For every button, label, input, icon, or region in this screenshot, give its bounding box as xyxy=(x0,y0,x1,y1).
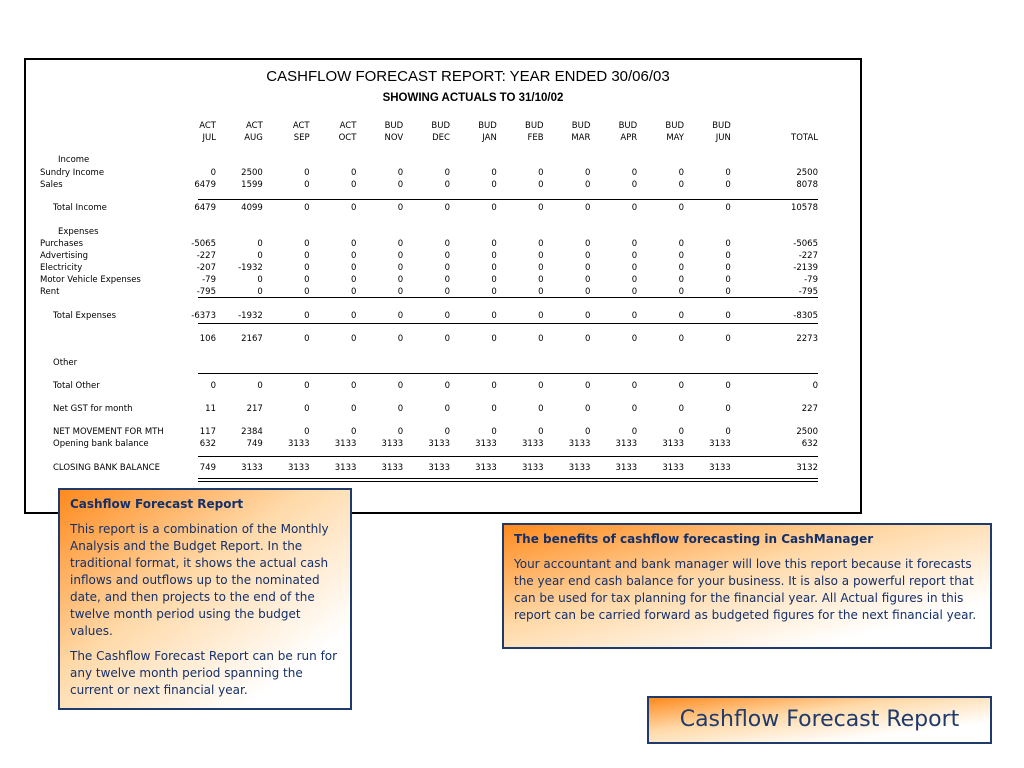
row-label: Other xyxy=(53,358,78,368)
row-value: 0 xyxy=(725,263,731,273)
row-value: 0 xyxy=(444,427,450,437)
row-value: 0 xyxy=(257,275,263,285)
row-value: 0 xyxy=(584,287,591,297)
row-value: 0 xyxy=(538,334,544,344)
row-value: 0 xyxy=(631,263,638,273)
row-value: 3133 xyxy=(615,439,638,449)
row-value: 0 xyxy=(631,334,638,344)
row-value: 0 xyxy=(725,168,731,178)
row-value: 632 xyxy=(199,439,216,449)
benefits-callout xyxy=(502,523,992,649)
row-value: 0 xyxy=(257,251,263,261)
row-value: -79 xyxy=(202,275,216,285)
row-value: 0 xyxy=(584,311,591,321)
row-total-value: -79 xyxy=(804,275,818,285)
row-total-value: -227 xyxy=(798,251,818,261)
row-value: 0 xyxy=(631,275,638,285)
row-value: 0 xyxy=(631,311,638,321)
row-value: 0 xyxy=(584,404,591,414)
row-value: 3133 xyxy=(521,439,544,449)
row-value: 0 xyxy=(678,203,684,213)
row-value: 0 xyxy=(538,427,544,437)
row-value: 749 xyxy=(199,463,216,473)
row-value: 0 xyxy=(304,263,310,273)
row-label: Net GST for month xyxy=(53,404,133,414)
row-value: 3133 xyxy=(475,463,497,473)
column-header-type: BUD xyxy=(478,121,497,131)
row-value: 0 xyxy=(210,381,216,391)
row-value: 0 xyxy=(491,311,497,321)
row-value: 0 xyxy=(491,251,497,261)
table-rule xyxy=(198,456,818,457)
row-value: 0 xyxy=(631,251,638,261)
row-label: Motor Vehicle Expenses xyxy=(40,275,141,285)
row-value: 0 xyxy=(631,239,638,249)
row-value: 0 xyxy=(584,427,591,437)
table-rule xyxy=(198,323,818,324)
column-header-type: BUD xyxy=(618,121,638,131)
row-value: 4099 xyxy=(241,203,263,213)
row-total-value: 10578 xyxy=(790,203,818,213)
row-total-value: -5065 xyxy=(793,239,818,249)
row-value: 0 xyxy=(631,381,638,391)
row-value: 217 xyxy=(246,404,263,414)
row-value: 0 xyxy=(584,275,591,285)
row-total-value: -8305 xyxy=(793,311,818,321)
row-value: 3133 xyxy=(475,439,497,449)
row-label: Rent xyxy=(40,287,60,297)
callout-title: Cashflow Forecast Report xyxy=(70,497,244,511)
report-subtitle: SHOWING ACTUALS TO 31/10/02 xyxy=(382,92,564,104)
row-value: 0 xyxy=(257,239,263,249)
row-label: Total Expenses xyxy=(53,311,117,321)
row-value: 0 xyxy=(350,180,357,190)
row-label: Purchases xyxy=(40,239,84,249)
row-label: Sales xyxy=(40,180,63,190)
row-value: 0 xyxy=(491,381,497,391)
row-value: 0 xyxy=(304,334,310,344)
row-value: -207 xyxy=(196,263,216,273)
row-value: 0 xyxy=(350,275,357,285)
row-value: 0 xyxy=(631,287,638,297)
row-value: 0 xyxy=(538,275,544,285)
row-label: NET MOVEMENT FOR MTH xyxy=(53,427,164,437)
row-value: 0 xyxy=(444,311,450,321)
row-value: 0 xyxy=(491,168,497,178)
row-total-value: -2139 xyxy=(793,263,818,273)
row-value: 3133 xyxy=(662,439,684,449)
row-total-value: 0 xyxy=(812,381,818,391)
report-title: CASHFLOW FORECAST REPORT: YEAR ENDED 30/06/03 xyxy=(266,68,670,85)
row-value: 0 xyxy=(397,381,404,391)
row-value: 0 xyxy=(304,381,310,391)
row-value: 0 xyxy=(631,203,638,213)
row-label: CLOSING BANK BALANCE xyxy=(53,463,160,473)
row-value: 0 xyxy=(397,311,404,321)
row-value: 0 xyxy=(350,168,357,178)
row-value: 0 xyxy=(725,311,731,321)
callout-paragraph: This report is a combination of the Monthly Analysis and the Budget Report. In the traditional format, it shows the actual cash inflows and outflows up to the nominated date, and then projects to the end of the twelve month period using the budget values. xyxy=(70,522,329,638)
row-value: 0 xyxy=(538,168,544,178)
column-header-month: SEP xyxy=(293,133,310,143)
row-label: Opening bank balance xyxy=(53,439,149,449)
row-value: 0 xyxy=(538,263,544,273)
table-rule xyxy=(198,373,818,374)
row-value: 0 xyxy=(397,427,404,437)
row-value: 0 xyxy=(725,334,731,344)
row-value: 0 xyxy=(397,263,404,273)
column-header-month: DEC xyxy=(432,133,450,143)
row-value: 0 xyxy=(678,427,684,437)
row-value: 0 xyxy=(350,287,357,297)
row-value: 0 xyxy=(631,168,638,178)
row-value: 0 xyxy=(491,287,497,297)
column-header-type: BUD xyxy=(384,121,404,131)
row-value: 0 xyxy=(304,203,310,213)
row-value: 0 xyxy=(444,275,450,285)
row-value: 0 xyxy=(584,239,591,249)
row-value: 0 xyxy=(491,180,497,190)
row-total-value: -795 xyxy=(798,287,818,297)
table-rule xyxy=(198,481,818,482)
row-value: 0 xyxy=(350,381,357,391)
row-value: 3133 xyxy=(381,439,404,449)
report-description-callout xyxy=(58,488,352,710)
row-value: 0 xyxy=(725,404,731,414)
row-value: 0 xyxy=(350,334,357,344)
row-value: 0 xyxy=(678,311,684,321)
row-total-value: 2273 xyxy=(796,334,818,344)
row-value: 3133 xyxy=(521,463,544,473)
row-value: 0 xyxy=(538,251,544,261)
column-header-month: MAR xyxy=(571,133,591,143)
row-value: 0 xyxy=(304,239,310,249)
row-value: 0 xyxy=(444,287,450,297)
row-value: 0 xyxy=(725,287,731,297)
column-header-month: NOV xyxy=(384,133,404,143)
row-value: 1599 xyxy=(241,180,263,190)
row-value: 0 xyxy=(397,334,404,344)
column-header-type: BUD xyxy=(431,121,450,131)
row-total-value: 2500 xyxy=(796,427,818,437)
row-value: 0 xyxy=(678,287,684,297)
row-value: 0 xyxy=(304,168,310,178)
row-value: 0 xyxy=(444,239,450,249)
row-total-value: 8078 xyxy=(796,180,818,190)
row-total-value: 2500 xyxy=(796,168,818,178)
row-value: -6373 xyxy=(191,311,216,321)
row-value: 0 xyxy=(257,381,263,391)
row-value: 0 xyxy=(631,180,638,190)
row-value: 0 xyxy=(397,275,404,285)
row-value: 0 xyxy=(725,275,731,285)
column-header-month: OCT xyxy=(338,133,357,143)
row-value: 0 xyxy=(444,180,450,190)
row-value: 0 xyxy=(538,311,544,321)
row-value: 0 xyxy=(397,180,404,190)
row-value: 3133 xyxy=(615,463,638,473)
row-value: 106 xyxy=(199,334,216,344)
row-value: 0 xyxy=(397,203,404,213)
row-value: 11 xyxy=(205,404,216,414)
row-value: 0 xyxy=(584,180,591,190)
row-value: 0 xyxy=(584,168,591,178)
row-value: 0 xyxy=(304,404,310,414)
table-rule xyxy=(198,199,818,200)
row-value: 0 xyxy=(491,275,497,285)
column-header-type: ACT xyxy=(199,121,216,131)
row-value: 0 xyxy=(210,168,216,178)
row-value: 0 xyxy=(584,263,591,273)
row-value: 3133 xyxy=(662,463,684,473)
row-value: 0 xyxy=(444,404,450,414)
row-value: -1932 xyxy=(238,311,263,321)
row-value: 0 xyxy=(538,203,544,213)
row-value: 0 xyxy=(304,180,310,190)
row-value: 2167 xyxy=(241,334,263,344)
row-value: 0 xyxy=(350,251,357,261)
row-label: Total Other xyxy=(53,381,100,391)
column-header-type: ACT xyxy=(292,121,310,131)
column-header-total: TOTAL xyxy=(791,133,818,143)
row-value: 117 xyxy=(199,427,216,437)
row-value: 3133 xyxy=(709,463,731,473)
row-total-value: 632 xyxy=(801,439,818,449)
row-label: Sundry Income xyxy=(40,168,105,178)
column-header-month: JUL xyxy=(202,133,216,143)
row-value: 0 xyxy=(257,287,263,297)
row-label: Income xyxy=(58,155,90,165)
row-value: 0 xyxy=(397,251,404,261)
row-value: 3133 xyxy=(568,439,591,449)
row-value: 0 xyxy=(538,381,544,391)
row-total-value: 3132 xyxy=(796,463,818,473)
column-header-type: BUD xyxy=(525,121,544,131)
row-value: 0 xyxy=(304,311,310,321)
row-value: 0 xyxy=(304,287,310,297)
row-value: 0 xyxy=(725,381,731,391)
row-value: 0 xyxy=(725,180,731,190)
row-value: 0 xyxy=(350,239,357,249)
row-value: 0 xyxy=(538,180,544,190)
row-value: 3133 xyxy=(568,463,591,473)
row-value: 0 xyxy=(538,239,544,249)
cashflow-report-table xyxy=(24,58,862,514)
column-header-month: APR xyxy=(620,133,638,143)
column-header-type: ACT xyxy=(246,121,263,131)
column-header-month: MAY xyxy=(666,133,684,143)
row-value: -227 xyxy=(196,251,216,261)
row-value: 3133 xyxy=(334,439,357,449)
row-value: 0 xyxy=(725,203,731,213)
row-value: 3133 xyxy=(428,463,450,473)
row-value: 0 xyxy=(584,334,591,344)
row-value: 0 xyxy=(725,239,731,249)
row-value: 0 xyxy=(584,381,591,391)
row-value: 0 xyxy=(491,203,497,213)
column-header-type: BUD xyxy=(712,121,731,131)
slide-title: Cashflow Forecast Report xyxy=(647,696,992,744)
row-value: 0 xyxy=(725,427,731,437)
row-value: 0 xyxy=(304,251,310,261)
row-value: 0 xyxy=(491,263,497,273)
row-value: 0 xyxy=(444,168,450,178)
row-value: 0 xyxy=(350,427,357,437)
row-value: 3133 xyxy=(709,439,731,449)
row-value: 0 xyxy=(584,251,591,261)
row-value: 0 xyxy=(678,381,684,391)
row-value: 0 xyxy=(444,263,450,273)
row-value: -5065 xyxy=(191,239,216,249)
callout-paragraph: The Cashflow Forecast Report can be run for any twelve month period spanning the current or next financial year. xyxy=(70,649,338,697)
row-total-value: 227 xyxy=(801,404,818,414)
row-value: 0 xyxy=(350,311,357,321)
column-header-month: FEB xyxy=(527,133,544,143)
row-value: 0 xyxy=(397,404,404,414)
row-value: 0 xyxy=(491,239,497,249)
row-value: 0 xyxy=(397,239,404,249)
row-value: 0 xyxy=(397,287,404,297)
row-value: 0 xyxy=(491,404,497,414)
row-value: 0 xyxy=(725,251,731,261)
row-value: 0 xyxy=(491,334,497,344)
row-value: 0 xyxy=(444,251,450,261)
table-rule xyxy=(198,297,818,298)
row-value: 0 xyxy=(304,427,310,437)
row-value: 0 xyxy=(678,404,684,414)
row-label: Advertising xyxy=(40,251,89,261)
row-value: 2384 xyxy=(241,427,263,437)
row-value: 3133 xyxy=(428,439,450,449)
column-header-type: BUD xyxy=(571,121,591,131)
row-value: -795 xyxy=(196,287,216,297)
row-value: 0 xyxy=(678,168,684,178)
column-header-month: JAN xyxy=(482,133,497,143)
callout-paragraph: Your accountant and bank manager will love this report because it forecasts the year end cash balance for your business. It is also a powerful report that can be used for tax planning for the financial year. All Actual figures in this report can be carried forward as budgeted figures for the next financial year. xyxy=(514,557,977,622)
row-value: 0 xyxy=(350,263,357,273)
row-value: 0 xyxy=(584,203,591,213)
row-value: 0 xyxy=(397,168,404,178)
row-value: 0 xyxy=(350,203,357,213)
row-value: 0 xyxy=(304,275,310,285)
row-value: 0 xyxy=(678,263,684,273)
row-value: 0 xyxy=(631,427,638,437)
row-label: Expenses xyxy=(58,227,99,237)
row-value: 6479 xyxy=(194,203,216,213)
row-value: 0 xyxy=(678,275,684,285)
table-rule xyxy=(198,478,818,479)
row-value: 0 xyxy=(444,334,450,344)
row-value: 3133 xyxy=(287,463,310,473)
row-value: 0 xyxy=(491,427,497,437)
row-value: 749 xyxy=(246,439,263,449)
row-value: 3133 xyxy=(287,439,310,449)
row-value: -1932 xyxy=(238,263,263,273)
row-value: 0 xyxy=(538,404,544,414)
column-header-type: BUD xyxy=(665,121,684,131)
row-value: 2500 xyxy=(241,168,263,178)
row-value: 0 xyxy=(538,287,544,297)
row-value: 0 xyxy=(350,404,357,414)
column-header-type: ACT xyxy=(339,121,357,131)
row-value: 3133 xyxy=(381,463,404,473)
row-value: 0 xyxy=(631,404,638,414)
row-value: 6479 xyxy=(194,180,216,190)
row-value: 3133 xyxy=(241,463,263,473)
callout-title: The benefits of cashflow forecasting in CashManager xyxy=(514,532,874,546)
column-header-month: AUG xyxy=(244,133,263,143)
row-value: 0 xyxy=(678,239,684,249)
row-value: 0 xyxy=(444,381,450,391)
row-value: 3133 xyxy=(334,463,357,473)
row-value: 0 xyxy=(678,180,684,190)
row-value: 0 xyxy=(678,251,684,261)
row-label: Total Income xyxy=(53,203,107,213)
row-value: 0 xyxy=(444,203,450,213)
column-header-month: JUN xyxy=(715,133,731,143)
row-value: 0 xyxy=(678,334,684,344)
row-label: Electricity xyxy=(40,263,83,273)
